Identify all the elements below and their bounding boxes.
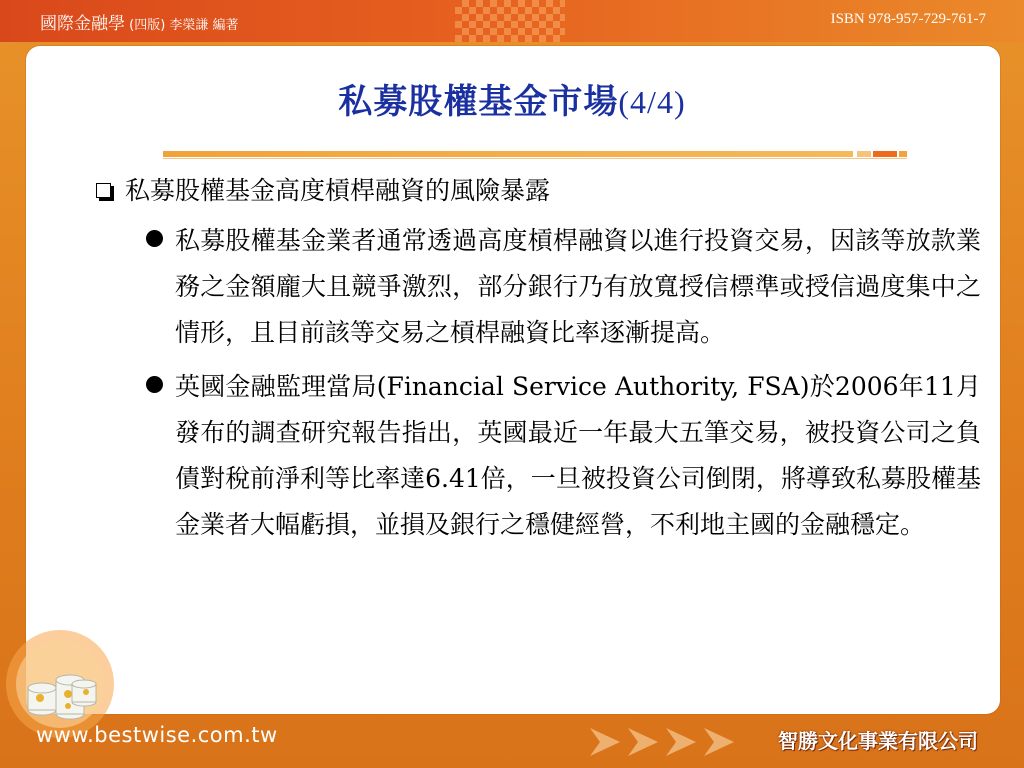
bullet-text: 私募股權基金業者通常透過高度槓桿融資以進行投資交易，因該等放款業務之金額龐大且競爭激烈，部分銀行乃有放寬授信標準或授信過度集中之情形，且目前該等交易之槓桿融資比率逐漸提高。 — [175, 226, 981, 347]
arrow-decoration-icon — [590, 720, 740, 764]
slide-content — [96, 172, 981, 548]
slide-title-text: 私募股權基金市場 — [338, 82, 619, 122]
bullet-dot-icon — [146, 376, 163, 393]
website-link[interactable]: www.bestwise.com.tw — [36, 723, 278, 747]
checker-pattern — [455, 0, 565, 42]
isbn-text: ISBN 978-957-729-761-7 — [830, 11, 986, 27]
book-title-edition: (四版) 李榮謙 編著 — [125, 18, 239, 33]
header-bar — [0, 0, 1024, 42]
heading-text: 私募股權基金高度槓桿融資的風險暴露 — [125, 176, 551, 205]
bullet-dot-icon — [146, 230, 163, 247]
book-title — [40, 9, 239, 34]
checkbox-bullet-icon — [96, 183, 111, 198]
slide-title — [0, 74, 1024, 123]
bullet-item — [146, 218, 981, 356]
title-divider — [163, 150, 907, 160]
bullet-text: 英國金融監理當局(Financial Service Authority, FSA)於2006年11月發布的調查研究報告指出，英國最近一年最大五筆交易，被投資公司之負債對稅前淨利等比率達6.41倍，一旦被投資公司倒閉，將導致私募股權基金業者大幅虧損，並損及銀行之穩健經營，不利地主國的金融穩定。 — [175, 372, 981, 539]
bullet-item — [146, 364, 981, 548]
heading-item — [96, 172, 981, 210]
book-title-main: 國際金融學 — [40, 14, 125, 34]
publisher-name: 智勝文化事業有限公司 — [778, 729, 978, 753]
slide-title-number: (4/4) — [618, 84, 686, 120]
